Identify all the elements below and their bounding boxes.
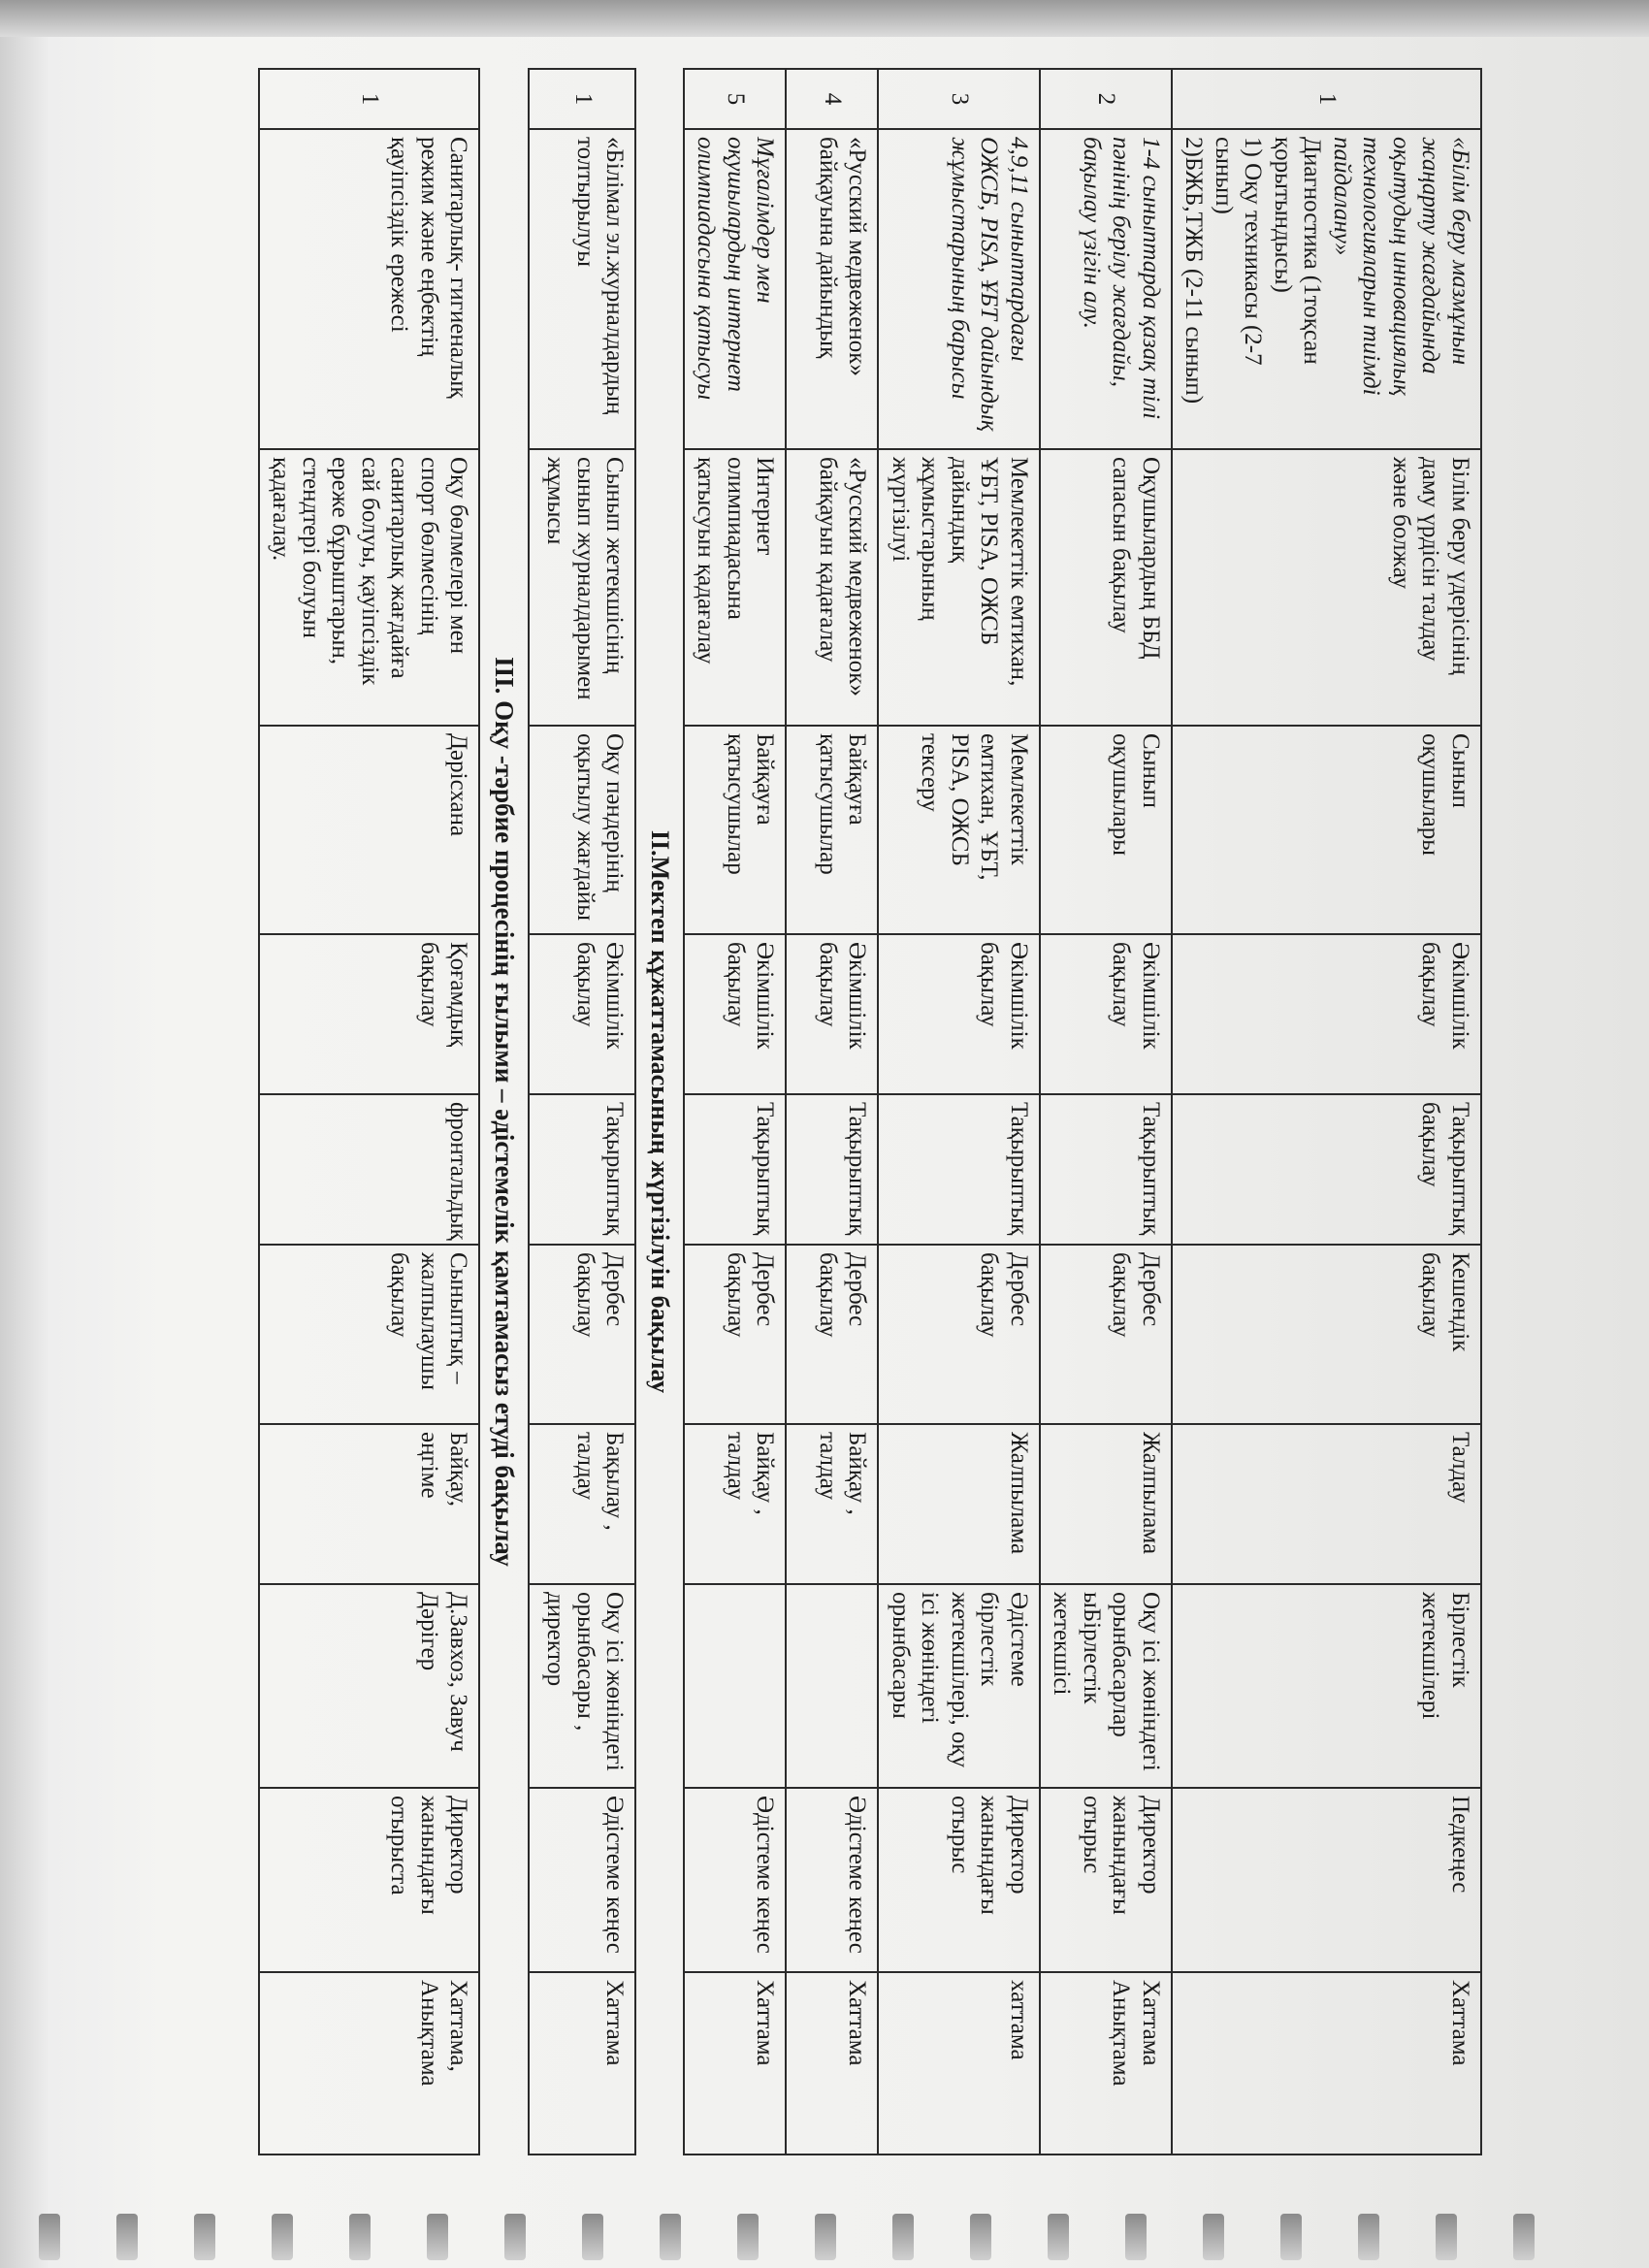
control-place: Директор жанындағы отырыста [259,1788,480,1972]
control-item: Мұғалімдер мен оқушылардың интернет олимпиадасына қатысуы [684,129,787,449]
table-row [259,69,480,2155]
control-goal: Интернет олимпиадасына қатысуын қадағалау [684,449,787,726]
control-item: Санитарлық- гигиеналық режим және еңбектің қауіпсіздік ережесі [259,129,480,449]
control-responsible [787,1584,879,1788]
control-item: «Русский медвеженок» байқауына дайындық [787,129,879,449]
control-goal: Білім беру үдерісінің даму үрдісін талдау және болжау [1172,449,1481,726]
section-heading-row [479,69,529,2155]
control-form: Тақырыптық [684,1094,787,1245]
row-number: 1 [259,69,480,129]
row-number: 3 [879,69,1041,129]
section-heading-row [635,69,684,2155]
control-result: Жалпылама [879,1424,1041,1584]
rotated-table-sheet [97,68,1482,2154]
control-goal: Оқу бөлмелері мен спорт бөлмесінің санитарлық жағдайға сай болуы, қауіпсіздік ереже бұрыштарын, стендтері болуын қадағалау. [259,449,480,726]
table-row [684,69,787,2155]
control-object: Байқауға қатысушылар [787,726,879,934]
control-responsible: Оқу ісі жөніндегі орынбасары , директор [529,1584,635,1788]
control-item: 1-4 сыныптарда қазақ тілі пәнінің берілу жағдайы, бақылау үзігін алу. [1040,129,1172,449]
control-place: Директор жанындағы отырыс [879,1788,1041,1972]
row-number: 1 [1172,69,1481,129]
control-method: Дербес бақылау [684,1245,787,1424]
row-number: 2 [1040,69,1172,129]
control-document: Хаттама [1172,1972,1481,2155]
table-row [879,69,1041,2155]
row-number: 5 [684,69,787,129]
control-method: Дербес бақылау [1040,1245,1172,1424]
row-number: 1 [529,69,635,129]
control-place: Әдістеме кеңес [787,1788,879,1972]
control-method: Сыныптық – жалпылаушы бақылау [259,1245,480,1424]
control-form: фронтальдық [259,1094,480,1245]
control-type: Қоғамдық бақылау [259,934,480,1094]
control-place: Педкеңес [1172,1788,1481,1972]
control-item: «Білім беру мазмұнын жаңарту жағдайында оқытудың инновациялық технологияларын тиімді пайдалану» Диагностика (1тоқсан қорытындысы) 1) Оқу техникасы (2-7 сынып) 2)БЖБ,ТЖБ (2-11 сынып) [1172,129,1481,449]
control-responsible [684,1584,787,1788]
table-row [529,69,635,2155]
control-document: хаттама [879,1972,1041,2155]
control-type: Әкімшілік бақылау [684,934,787,1094]
control-object: Байқауға қатысушылар [684,726,787,934]
section-heading: II.Мектеп құжаттамасының жүргізілуін бақылау [635,69,684,2155]
control-place: Әдістеме кеңес [529,1788,635,1972]
control-responsible: Әдістеме бірлестік жетекшілері, оқу ісі жөніндегі орынбасары [879,1584,1041,1788]
control-responsible: Д.Завхоз, Завуч Дәрігер [259,1584,480,1788]
control-type: Әкімшілік бақылау [529,934,635,1094]
control-method: Дербес бақылау [787,1245,879,1424]
control-document: Хаттама, Анықтама [259,1972,480,2155]
control-form: Тақырыптық [879,1094,1041,1245]
control-method: Дербес бақылау [879,1245,1041,1424]
control-place: Директор жанындағы отырыс [1040,1788,1172,1972]
control-document: Хаттама [684,1972,787,2155]
control-responsible: Оқу ісі жөніндегі орынбасарлар ыБірлестік жетекшісі [1040,1584,1172,1788]
control-object: Оқу пәндерінің оқытылу жағдайы [529,726,635,934]
control-method: Кешендік бақылау [1172,1245,1481,1424]
row-number: 4 [787,69,879,129]
control-document: Хаттама [529,1972,635,2155]
control-type: Әкімшілік бақылау [1172,934,1481,1094]
control-document: Хаттама [787,1972,879,2155]
table-row [787,69,879,2155]
control-goal: Мемлекеттік емтихан, ҰБТ, PISA, ОЖСБ дайындық жұмыстарының жүргізілуі [879,449,1041,726]
control-form: Тақырыптық [529,1094,635,1245]
control-object: Дәрісхана [259,726,480,934]
table-row [1040,69,1172,2155]
control-object: Сынып оқушылары [1172,726,1481,934]
control-goal: «Русский медвеженок» байқауын қадағалау [787,449,879,726]
control-type: Әкімшілік бақылау [879,934,1041,1094]
control-item: 4,9,11 сыныптардағы ОЖСБ, PISA, ҰБТ дайындық жұмыстарының барысы [879,129,1041,449]
control-type: Әкімшілік бақылау [1040,934,1172,1094]
page-top-edge [0,0,1649,37]
control-plan-table [258,68,1482,2155]
control-form: Тақырыптық бақылау [1172,1094,1481,1245]
control-goal: Оқушылардың ББД сапасын бақылау [1040,449,1172,726]
control-result: Байқау , талдау [684,1424,787,1584]
control-method: Дербес бақылау [529,1245,635,1424]
control-responsible: Бірлестік жетекшілері [1172,1584,1481,1788]
control-form: Тақырыптық [787,1094,879,1245]
control-form: Тақырыптық [1040,1094,1172,1245]
control-result: Байқау , талдау [787,1424,879,1584]
control-goal: Сынып жетекшісінің сынып журналдарымен жұмысы [529,449,635,726]
control-result: Талдау [1172,1424,1481,1584]
control-type: Әкімшілік бақылау [787,934,879,1094]
control-object: Сынып оқушылары [1040,726,1172,934]
control-document: Хаттама Анықтама [1040,1972,1172,2155]
control-result: Байқау, әңгіме [259,1424,480,1584]
section-heading: III. Оқу -тәрбие процесінің ғылыми – әдістемелік қамтамасыз етуді бақылау [479,69,529,2155]
control-object: Мемлекеттік емтихан, ҰБТ, PISA, ОЖСБ тексеру [879,726,1041,934]
control-place: Әдістеме кеңес [684,1788,787,1972]
binder-rings [0,2200,1649,2268]
control-item: «Білімал эл.журналдардың толтырылуы [529,129,635,449]
control-result: Жалпылама [1040,1424,1172,1584]
control-result: Бақылау , талдау [529,1424,635,1584]
table-row [1172,69,1481,2155]
